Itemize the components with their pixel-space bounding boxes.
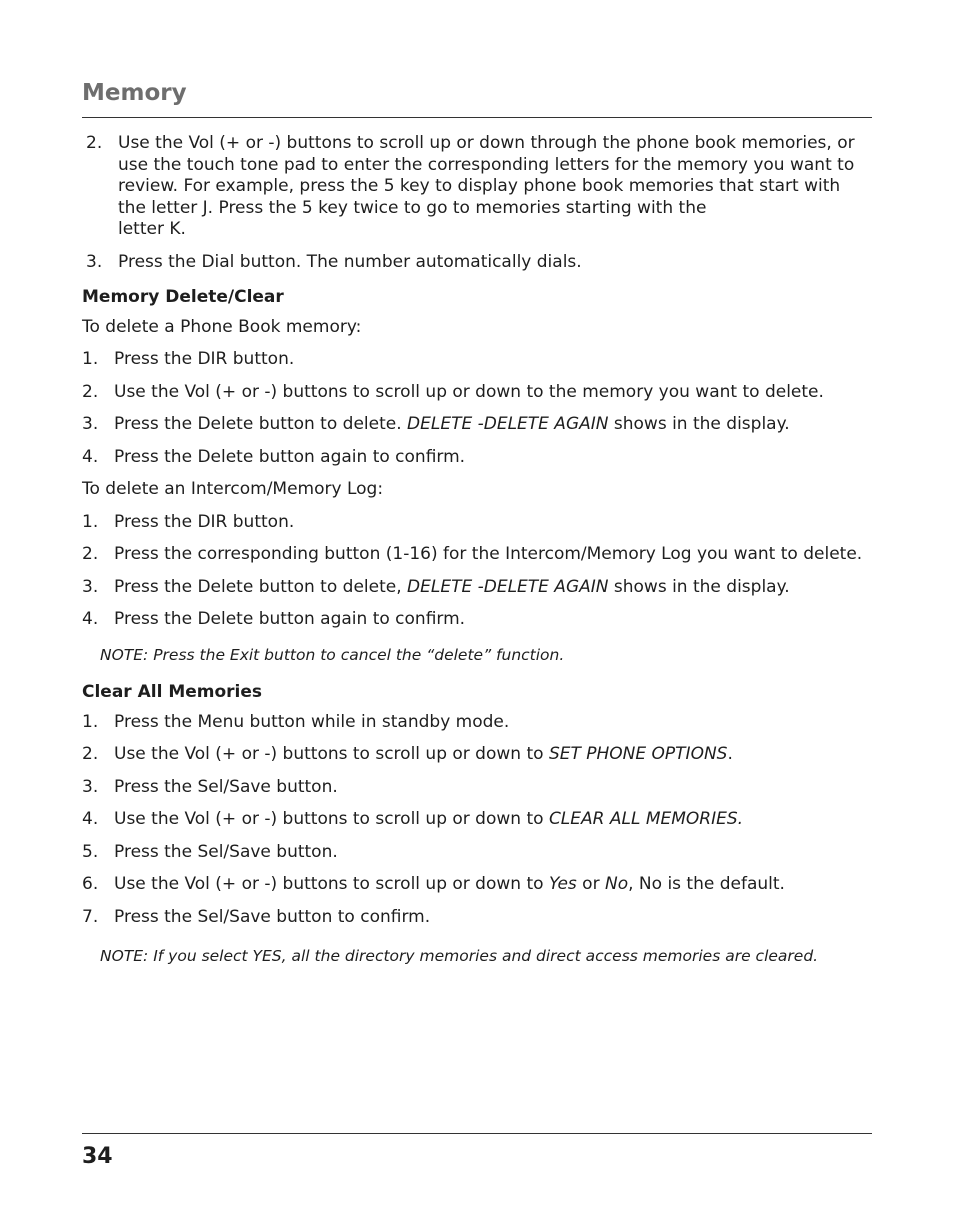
step-text: Press the Delete button again to confirm. [114,609,466,629]
step-number: 4. [82,609,99,629]
display-message: DELETE -DELETE AGAIN [407,414,609,434]
step-number: 7. [82,906,99,927]
step-text: Press the DIR button. [114,511,295,532]
step-text: Use the Vol (+ or -) buttons to scroll up or down to Yes or No, No is the default. [114,874,785,894]
delete-note: NOTE: Press the Exit button to cancel the “delete” function. [100,645,565,664]
step-number: 1. [82,349,99,369]
list-item [82,907,872,929]
step-number: 2. [82,744,99,764]
step-number: 6. [82,874,99,894]
step-number: 1. [82,511,99,532]
list-item [82,809,872,831]
footer-divider [82,1133,872,1134]
menu-option: CLEAR ALL MEMORIES. [548,809,744,829]
step-text: Press the corresponding button (1-16) for the Intercom/Memory Log you want to delete. [114,544,863,564]
list-item [82,577,872,599]
list-item [82,133,872,241]
list-item [82,544,872,566]
display-message: DELETE -DELETE AGAIN [407,576,609,597]
step-number: 3. [82,776,99,797]
section-heading-memory-delete: Memory Delete/Clear [82,287,284,307]
section-heading-clear-all: Clear All Memories [82,682,263,702]
list-item [82,712,872,734]
list-item [82,777,872,799]
step-number: 1. [82,711,99,732]
step-number: 4. [82,446,99,467]
list-item [82,447,872,469]
step-text: Press the DIR button. [114,349,295,369]
step-text: Press the Menu button while in standby mode. [114,711,510,732]
page-section-title: Memory [82,80,187,106]
step-text: Use the Vol (+ or -) buttons to scroll up or down to the memory you want to delete. [114,381,824,402]
step-number: 5. [82,841,99,862]
list-item [82,382,872,404]
menu-option: SET PHONE OPTIONS [548,744,728,764]
page-content [82,133,872,984]
step-text: Press the Delete button to delete. DELETE -DELETE AGAIN shows in the display. [114,414,790,434]
list-item [82,512,872,534]
list-item [82,842,872,864]
step-text: Press the Sel/Save button to confirm. [114,906,431,927]
step-number: 2. [86,133,103,153]
option-yes: Yes [548,874,577,894]
step-number: 3. [86,251,103,272]
step-text: Press the Delete button to delete, DELETE -DELETE AGAIN shows in the display. [114,576,790,597]
phonebook-delete-intro: To delete a Phone Book memory: [82,316,362,337]
step-number: 2. [82,544,99,564]
step-text: Press the Dial button. The number automatically dials. [118,251,582,272]
option-no: No [604,874,629,894]
list-item [82,874,872,896]
step-text: Press the Sel/Save button. [114,776,338,797]
step-text: Use the Vol (+ or -) buttons to scroll up or down through the phone book memories, or use the touch tone pad to enter the corresponding letters for the memory you want to review. For example, press the 5 key to display phone book memories that start with the letter J. Press the 5 key twice to go to memories starting with the letter K. [118,133,855,239]
step-text: Use the Vol (+ or -) buttons to scroll up or down to SET PHONE OPTIONS. [114,744,733,764]
intercom-delete-intro: To delete an Intercom/Memory Log: [82,479,384,499]
step-text: Press the Delete button again to confirm. [114,446,466,467]
step-number: 4. [82,809,99,829]
list-item [82,349,872,371]
step-text: Press the Sel/Save button. [114,841,338,862]
step-text: Use the Vol (+ or -) buttons to scroll up or down to CLEAR ALL MEMORIES. [114,809,744,829]
list-item [82,744,872,766]
page-number: 34 [82,1144,113,1169]
list-item [82,252,872,274]
list-item [82,414,872,436]
clear-note: NOTE: If you select YES, all the directory memories and direct access memories are cleared. [100,947,819,965]
list-item [82,609,872,631]
step-number: 2. [82,381,99,402]
step-number: 3. [82,576,99,597]
header-divider [82,117,872,118]
step-number: 3. [82,414,99,434]
